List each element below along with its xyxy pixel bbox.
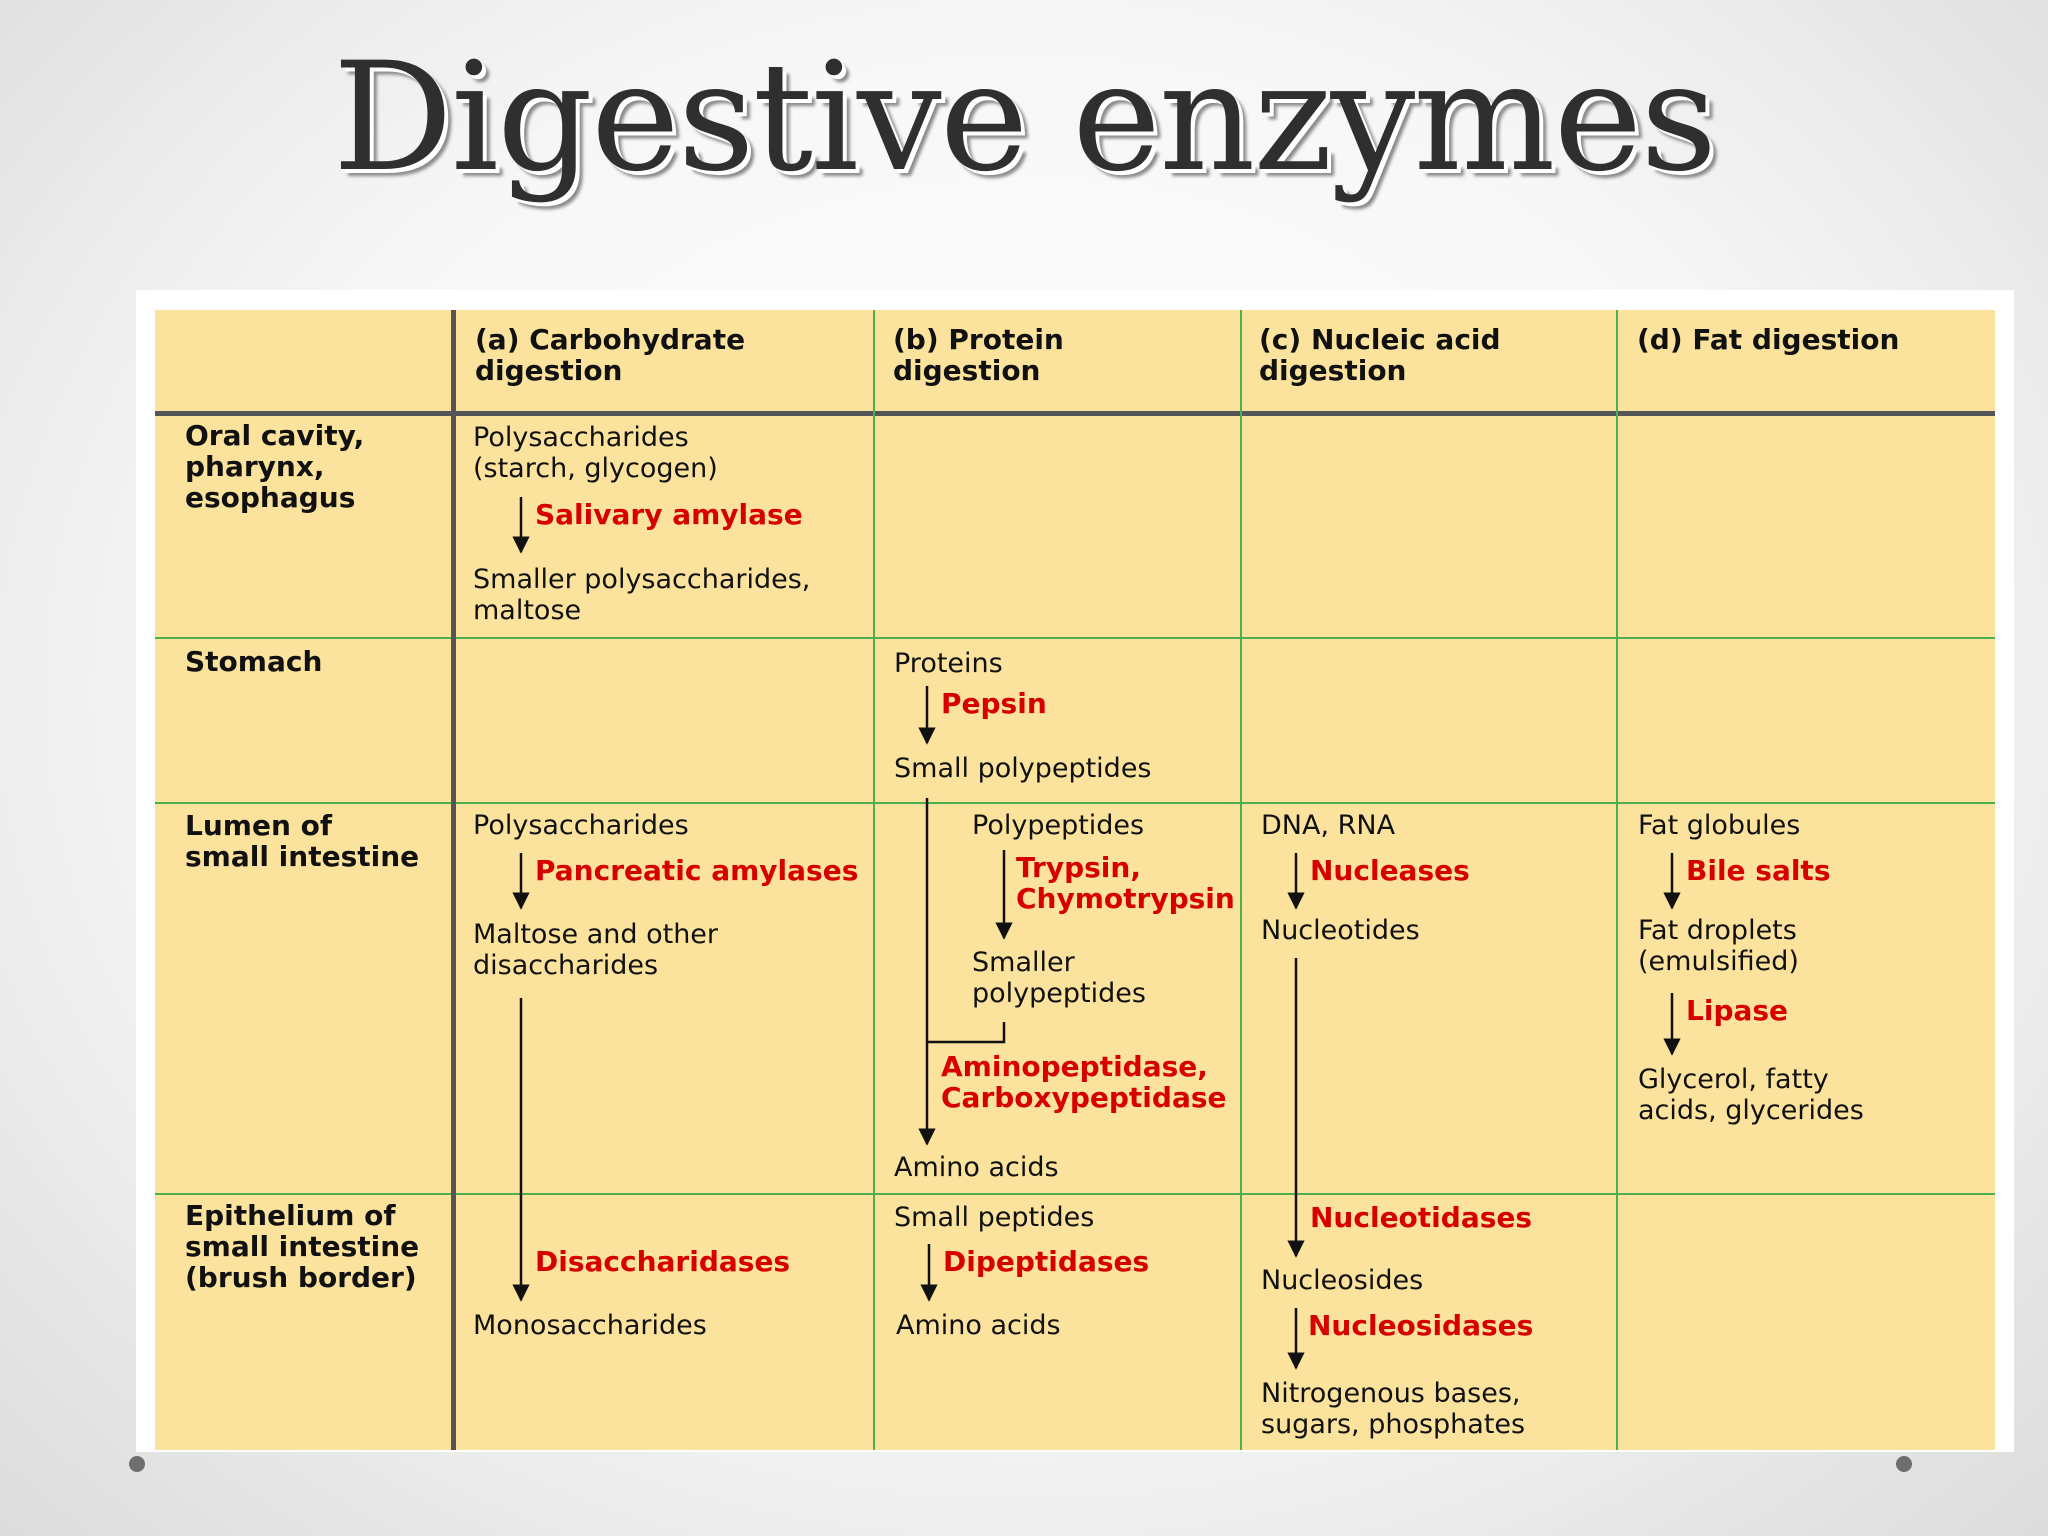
nucleic-lumen-product: Nucleotides	[1261, 915, 1420, 946]
reaction-arrows	[155, 310, 1995, 1450]
carb-oral-enzyme: Salivary amylase	[535, 498, 803, 531]
row-label-stomach: Stomach	[185, 645, 323, 678]
nucleic-lumen-substrate: DNA, RNA	[1261, 810, 1396, 841]
arrow-protein-merge	[927, 1022, 1004, 1042]
row-label-epithelium: Epithelium of small intestine (brush border)	[185, 1199, 420, 1294]
nucleic-epithelium-product: Nucleosides	[1261, 1265, 1424, 1296]
protein-epithelium-product: Amino acids	[896, 1310, 1061, 1341]
carb-lumen-product: Maltose and other disaccharides	[473, 919, 719, 981]
protein-lumen-enzyme-2: Aminopeptidase, Carboxypeptidase	[941, 1050, 1227, 1114]
carb-lumen-substrate: Polysaccharides	[473, 810, 689, 841]
nucleic-epithelium-enzyme-2: Nucleosidases	[1308, 1309, 1534, 1342]
carb-lumen-enzyme: Pancreatic amylases	[535, 854, 859, 887]
carb-oral-substrate: Polysaccharides (starch, glycogen)	[473, 422, 718, 484]
slide-bullet-left	[129, 1456, 145, 1472]
protein-stomach-product: Small polypeptides	[894, 753, 1152, 784]
protein-epithelium-substrate: Small peptides	[894, 1202, 1095, 1233]
row-label-oral: Oral cavity, pharynx, esophagus	[185, 419, 365, 514]
carb-epithelium-product: Monosaccharides	[473, 1310, 707, 1341]
protein-lumen-product: Smaller polypeptides	[972, 947, 1146, 1009]
slide-title: Digestive enzymes	[332, 31, 1716, 205]
protein-lumen-final: Amino acids	[894, 1152, 1059, 1183]
nucleic-epithelium-enzyme: Nucleotidases	[1310, 1201, 1533, 1234]
protein-lumen-enzyme: Trypsin, Chymotrypsin	[1016, 851, 1235, 915]
header-carbohydrate: (a) Carbohydrate digestion	[475, 323, 746, 387]
nucleic-lumen-enzyme: Nucleases	[1310, 854, 1470, 887]
carb-epithelium-enzyme: Disaccharidases	[535, 1245, 791, 1278]
protein-stomach-enzyme: Pepsin	[941, 687, 1047, 720]
protein-epithelium-enzyme: Dipeptidases	[943, 1245, 1150, 1278]
fat-lumen-substrate: Fat globules	[1638, 810, 1801, 841]
fat-lumen-product: Fat droplets (emulsified)	[1638, 915, 1799, 977]
digestion-table	[155, 310, 1995, 1450]
header-fat: (d) Fat digestion	[1637, 323, 1900, 356]
header-protein: (b) Protein digestion	[893, 323, 1064, 387]
fat-lumen-enzyme: Bile salts	[1686, 854, 1831, 887]
nucleic-epithelium-final: Nitrogenous bases, sugars, phosphates	[1261, 1378, 1526, 1440]
slide-bullet-right	[1896, 1456, 1912, 1472]
protein-stomach-substrate: Proteins	[894, 648, 1003, 679]
row-label-lumen: Lumen of small intestine	[185, 809, 420, 873]
carb-oral-product: Smaller polysaccharides, maltose	[473, 564, 811, 626]
fat-lumen-enzyme-2: Lipase	[1686, 994, 1789, 1027]
header-nucleic-acid: (c) Nucleic acid digestion	[1259, 323, 1501, 387]
fat-lumen-final: Glycerol, fatty acids, glycerides	[1638, 1064, 1864, 1126]
protein-lumen-substrate: Polypeptides	[972, 810, 1145, 841]
